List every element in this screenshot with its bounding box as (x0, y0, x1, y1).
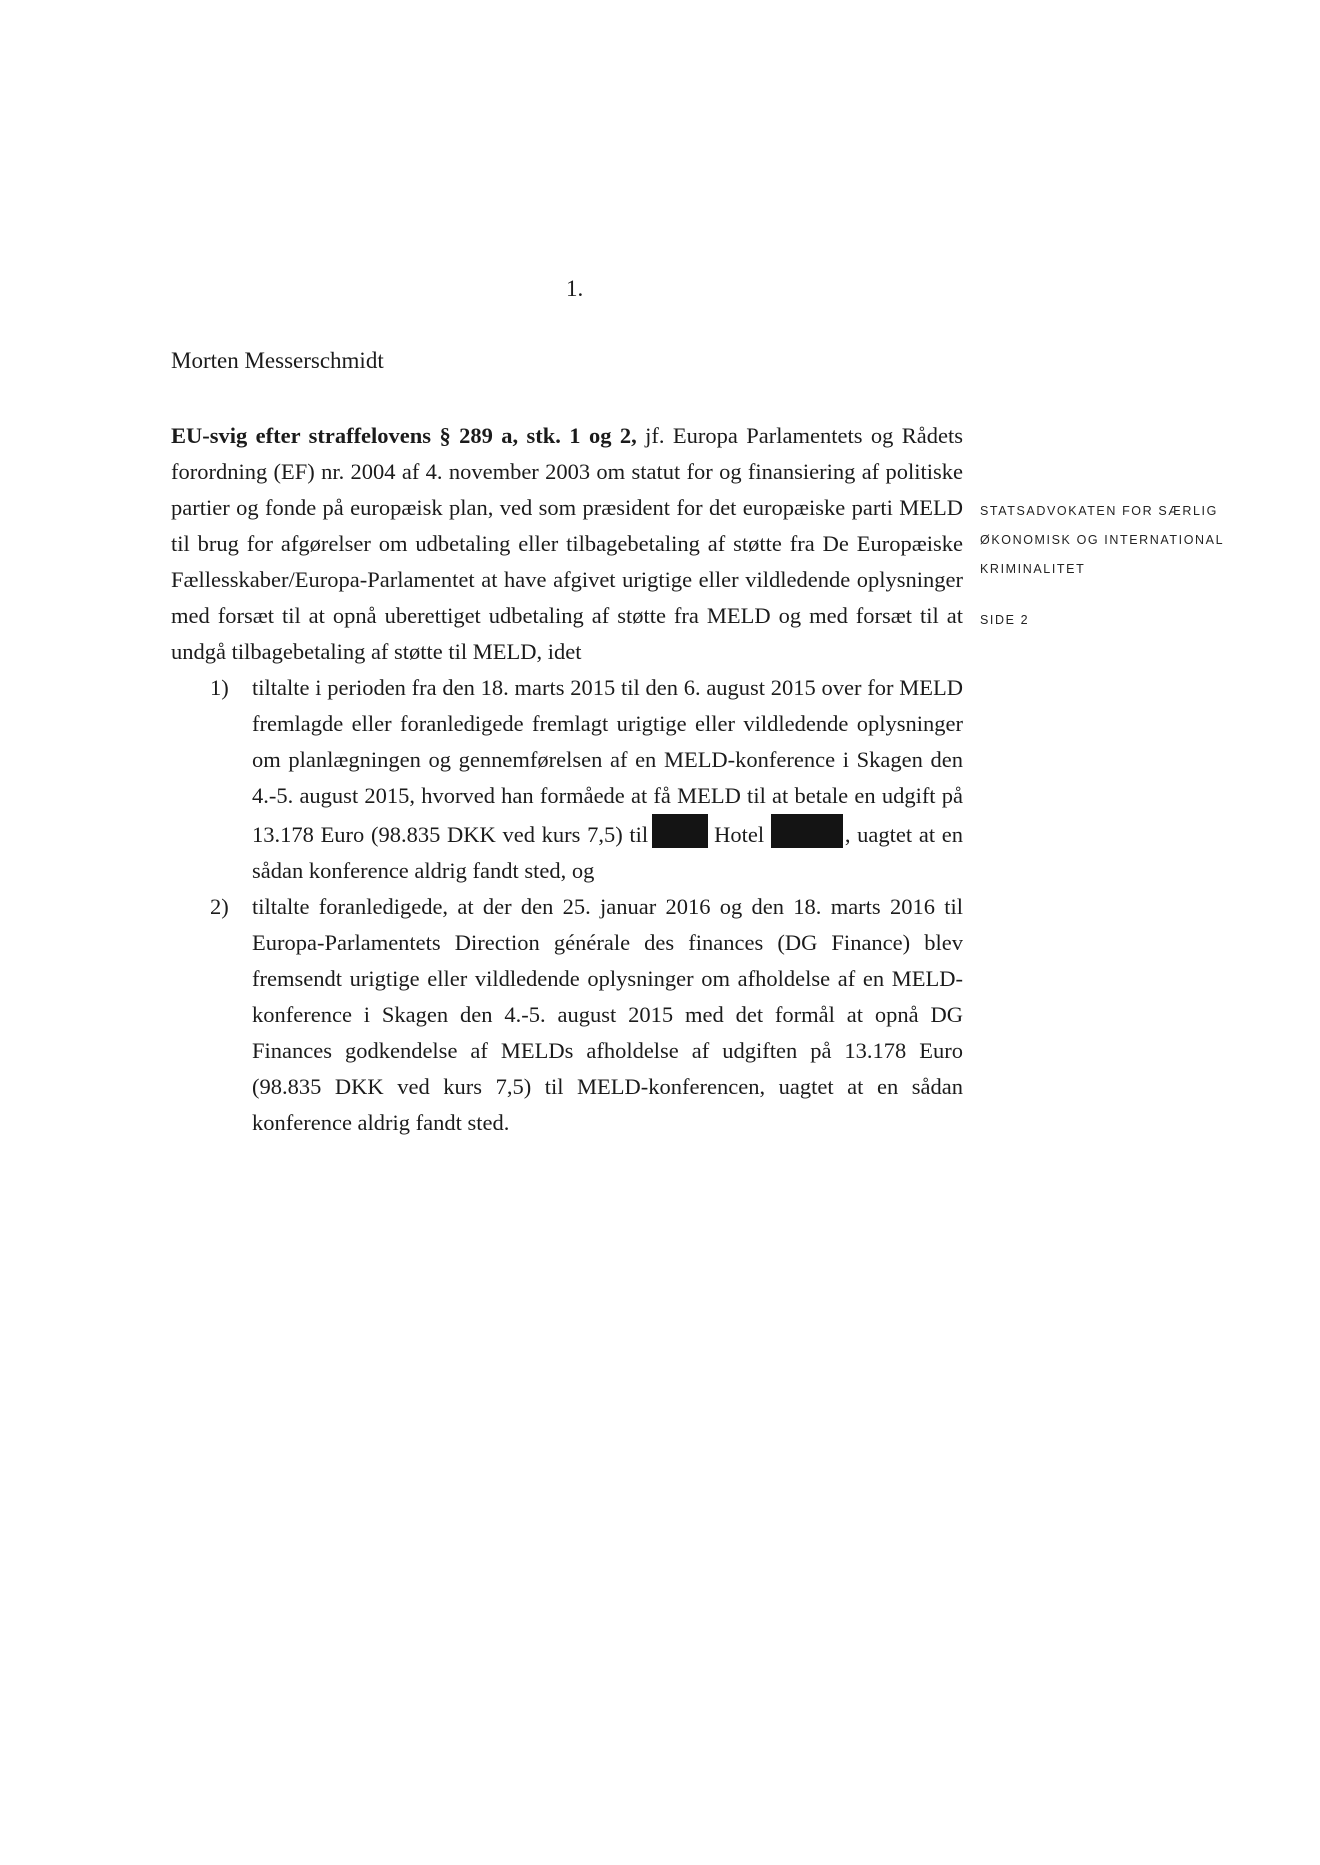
count-text: tiltalte i perioden fra den 18. marts 2015 til den 6. august 2015 over for MELD fremlagde eller foranledigede fremlagt urigtige eller vildledende oplysninger om planlægningen og gennemførelsen af en MELD-konference i Skagen den 4.-5. august 2015, hvorved han formåede at få MELD til at betale en udgift på 13.178 Euro (98.835 DKK ved kurs 7,5) til (252, 675, 963, 847)
charge-body: jf. Europa Parlamentets og Rådets forordning (EF) nr. 2004 af 4. november 2003 om statut for og finansiering af politiske partier og fonde på europæisk plan, ved som præsident for det europæiske parti MELD til brug for afgørelser om udbetaling eller tilbagebetaling af støtte fra De Europæiske Fællesskaber/Europa-Parlamentet at have afgivet urigtige eller vildledende oplysninger med forsæt til at opnå uberettiget udbetaling af støtte fra MELD og med forsæt til at undgå tilbagebetaling af støtte til MELD, idet (171, 423, 963, 664)
authority-line: KRIMINALITET (980, 562, 1086, 576)
authority-sidebar (980, 497, 1280, 584)
count-text: Hotel (714, 822, 765, 847)
redaction-block (652, 814, 708, 848)
count-item-1 (210, 670, 963, 889)
authority-line: STATSADVOKATEN FOR SÆRLIG (980, 504, 1218, 518)
section-number: 1. (566, 276, 584, 301)
count-number: 1) (210, 675, 229, 700)
counts-list (210, 670, 963, 1141)
redaction-block (771, 814, 843, 848)
count-number: 2) (210, 894, 229, 919)
charge-paragraph (171, 418, 963, 670)
page-number: SIDE 2 (980, 613, 1030, 627)
charge-heading: EU-svig efter straffelovens § 289 a, stk. 1 og 2, (171, 423, 637, 448)
defendant-name: Morten Messerschmidt (171, 348, 384, 373)
count-text: tiltalte foranledigede, at der den 25. januar 2016 og den 18. marts 2016 til Europa-Parlamentets Direction générale des finances (DG Finance) blev fremsendt urigtige eller vildledende oplysninger om afholdelse af en MELD-konference i Skagen den 4.-5. august 2015 med det formål at opnå DG Finances godkendelse af MELDs afholdelse af udgiften på 13.178 Euro (98.835 DKK ved kurs 7,5) til MELD-konferencen, uagtet at en sådan konference aldrig fandt sted. (252, 894, 963, 1135)
authority-line: ØKONOMISK OG INTERNATIONAL (980, 533, 1225, 547)
count-text: , uagtet at en sådan konference aldrig fandt sted, og (252, 822, 964, 883)
count-item-2 (210, 889, 963, 1141)
